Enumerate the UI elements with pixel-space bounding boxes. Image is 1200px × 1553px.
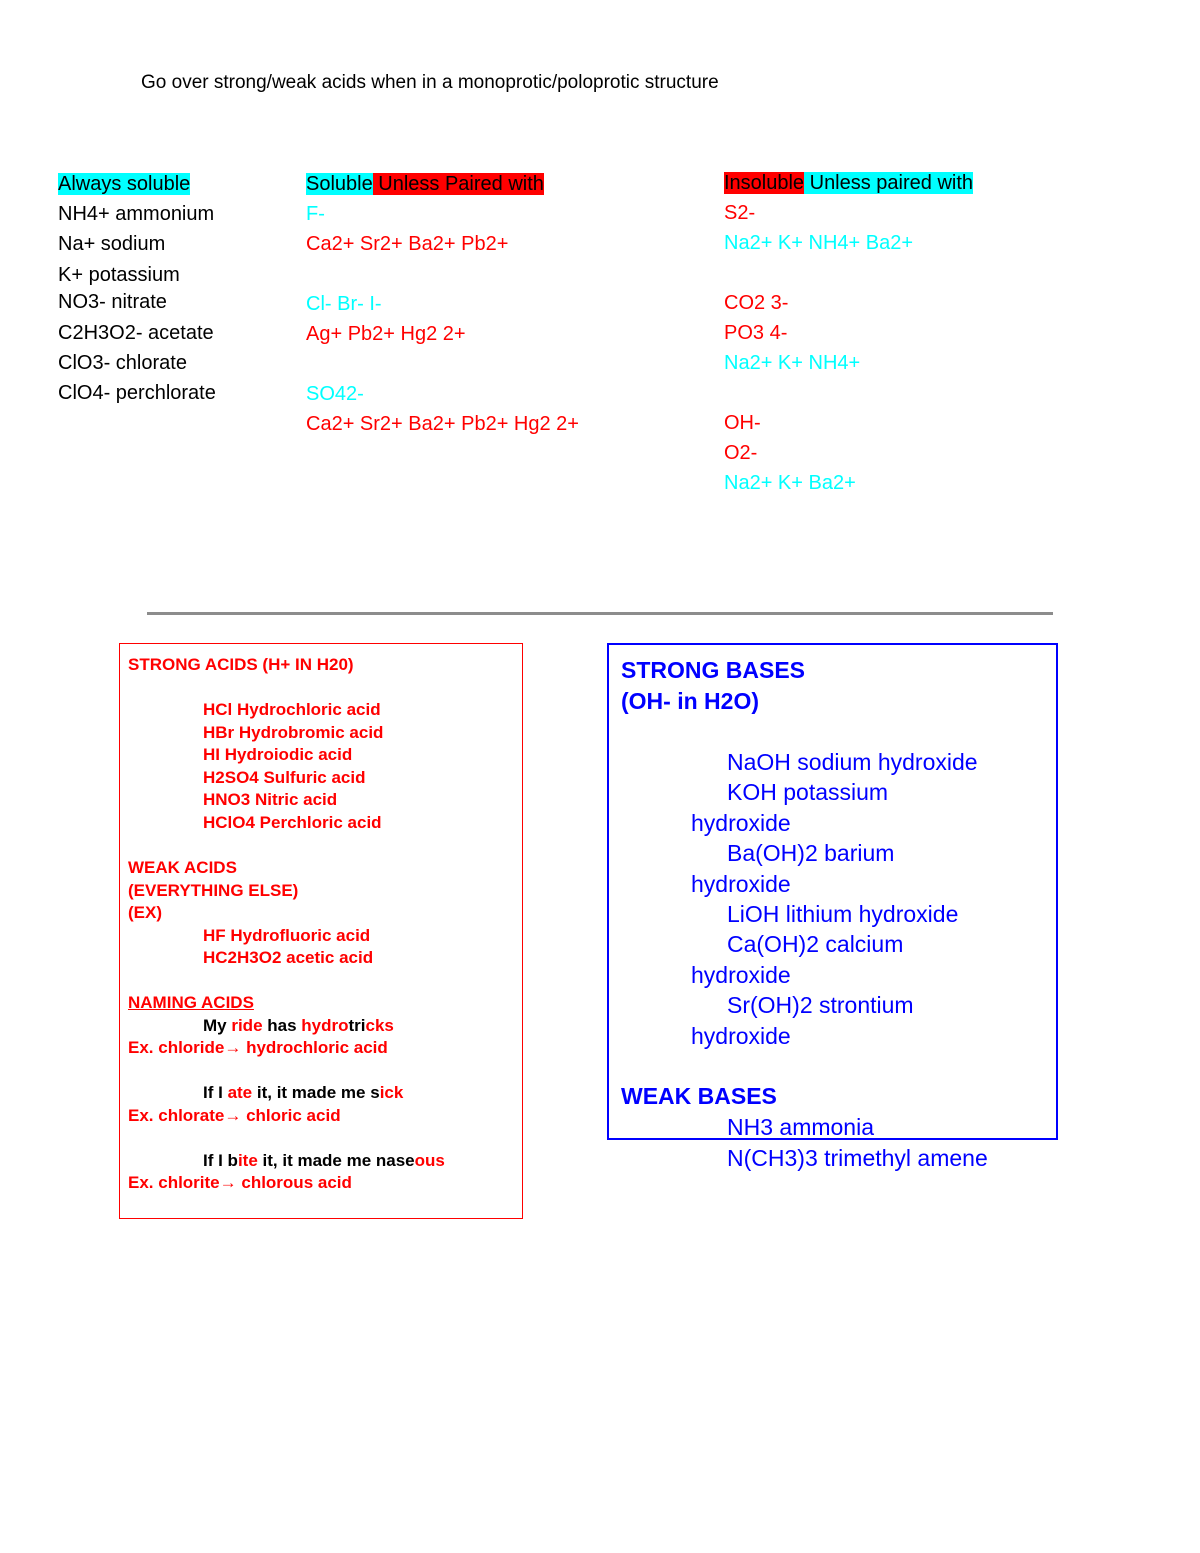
list-item: HClO4 Perchloric acid [203, 813, 382, 832]
anion-label: OH- [724, 412, 761, 434]
cation-list: Na2+ K+ NH4+ Ba2+ [724, 232, 914, 254]
strong-acids-title: STRONG ACIDS (H+ IN H20) [128, 655, 354, 674]
list-item: H2SO4 Sulfuric acid [203, 768, 366, 787]
mnemonic-line: My ride has hydrotricks [203, 1016, 394, 1035]
mnemonic-line: If I bite it, it made me naseous [203, 1151, 445, 1170]
naming-acids-title: NAMING ACIDS [128, 993, 254, 1012]
anion-label: SO42- [306, 383, 364, 405]
example-line: Ex. chloride→ hydrochloric acid [128, 1038, 388, 1057]
list-item: hydroxide [691, 1023, 791, 1049]
anion-label: S2- [724, 202, 756, 224]
bases-box [607, 643, 1058, 1140]
acids-box [119, 643, 523, 1219]
anion-label: CO2 3- [724, 292, 789, 314]
list-item: hydroxide [691, 871, 791, 897]
list-item: ClO3- chlorate [58, 352, 187, 374]
always-soluble-title: Always soluble [58, 173, 191, 195]
list-item: HF Hydrofluoric acid [203, 926, 371, 945]
cation-list: Ag+ Pb2+ Hg2 2+ [306, 323, 466, 345]
horizontal-divider [147, 612, 1053, 615]
list-item: Ca(OH)2 calcium [727, 931, 904, 957]
list-item: NaOH sodium hydroxide [727, 749, 978, 775]
list-item: C2H3O2- acetate [58, 322, 214, 344]
weak-acids-title: WEAK ACIDS [128, 858, 237, 877]
list-item: HNO3 Nitric acid [203, 790, 338, 809]
list-item: LiOH lithium hydroxide [727, 901, 959, 927]
list-item: Na+ sodium [58, 233, 166, 255]
list-item: HI Hydroiodic acid [203, 745, 353, 764]
weak-acids-example-label: (EX) [128, 903, 162, 922]
weak-bases-title: WEAK BASES [621, 1083, 777, 1109]
strong-bases-title: STRONG BASES [621, 657, 806, 683]
strong-bases-subtitle: (OH- in H2O) [621, 688, 759, 714]
list-item: NH3 ammonia [727, 1114, 874, 1140]
list-item: N(CH3)3 trimethyl amene [727, 1145, 988, 1171]
list-item: NH4+ ammonium [58, 203, 215, 225]
cation-list: Na2+ K+ NH4+ [724, 352, 861, 374]
weak-acids-subtitle: (EVERYTHING ELSE) [128, 881, 299, 900]
page-heading: Go over strong/weak acids when in a monoprotic/poloprotic structure [141, 72, 719, 93]
list-item: K+ potassium [58, 264, 180, 286]
cation-list: Na2+ K+ Ba2+ [724, 472, 856, 494]
cation-list: Ca2+ Sr2+ Ba2+ Pb2+ [306, 233, 509, 255]
list-item: HC2H3O2 acetic acid [203, 948, 374, 967]
list-item: Sr(OH)2 strontium [727, 992, 914, 1018]
list-item: HBr Hydrobromic acid [203, 723, 384, 742]
anion-label: O2- [724, 442, 758, 464]
cation-list: Ca2+ Sr2+ Ba2+ Pb2+ Hg2 2+ [306, 413, 579, 435]
list-item: KOH potassium [727, 779, 889, 805]
example-line: Ex. chlorate→ chloric acid [128, 1106, 341, 1125]
example-line: Ex. chlorite→ chlorous acid [128, 1173, 352, 1192]
anion-label: PO3 4- [724, 322, 788, 344]
anion-label: F- [306, 203, 325, 225]
list-item: HCl Hydrochloric acid [203, 700, 381, 719]
anion-label: Cl- Br- I- [306, 293, 382, 315]
insoluble-unless-title: Insoluble Unless paired with [724, 172, 974, 194]
list-item: Ba(OH)2 barium [727, 840, 895, 866]
soluble-unless-title: Soluble Unless Paired with [306, 173, 544, 195]
list-item: ClO4- perchlorate [58, 382, 216, 404]
list-item: hydroxide [691, 810, 791, 836]
list-item: hydroxide [691, 962, 791, 988]
list-item: NO3- nitrate [58, 291, 167, 313]
mnemonic-line: If I ate it, it made me sick [203, 1083, 404, 1102]
